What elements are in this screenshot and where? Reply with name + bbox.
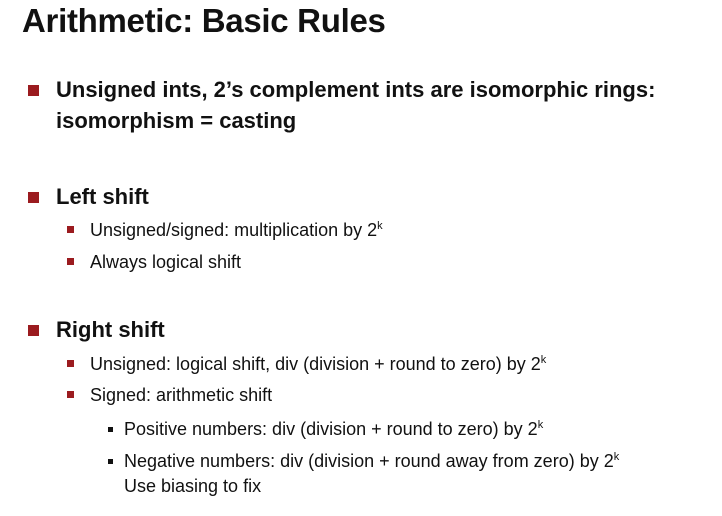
signed-subitem-text: Negative numbers: div (division + round away from zero) by 2$^k$ xyxy=(124,451,620,471)
small-square-bullet-icon xyxy=(67,360,74,367)
exponent: k xyxy=(540,354,547,366)
right-shift-heading: Right shift xyxy=(56,317,165,342)
square-bullet-icon xyxy=(28,85,39,96)
small-square-bullet-icon xyxy=(67,391,74,398)
bullet-text-line1: Unsigned ints, 2’s complement ints are isomorphic rings: xyxy=(56,77,656,102)
slide-title: Arithmetic: Basic Rules xyxy=(22,2,386,39)
small-square-bullet-icon xyxy=(67,226,74,233)
exponent: k xyxy=(613,451,620,463)
square-bullet-icon xyxy=(28,192,39,203)
signed-subitem-text: Positive numbers: div (division + round to zero) by 2$^k$ xyxy=(124,419,544,439)
right-shift-item-text: Signed: arithmetic shift xyxy=(90,385,273,405)
square-bullet-icon xyxy=(28,325,39,336)
right-shift-item-text: Unsigned: logical shift, div (division + round to zero) by 2$^k$ xyxy=(90,354,547,374)
small-square-bullet-icon xyxy=(67,258,74,265)
tiny-square-bullet-icon xyxy=(108,427,113,432)
exponent: k xyxy=(537,419,544,431)
bullet-text-line2: isomorphism = casting xyxy=(56,108,297,133)
tiny-square-bullet-icon xyxy=(108,459,113,464)
left-shift-item-text: Unsigned/signed: multiplication by 2$^k$ xyxy=(90,220,383,240)
exponent: k xyxy=(377,220,383,232)
signed-subitem-text-line2: Use biasing to fix xyxy=(124,476,262,496)
left-shift-item-text: Always logical shift xyxy=(90,252,242,272)
left-shift-heading: Left shift xyxy=(56,184,149,209)
